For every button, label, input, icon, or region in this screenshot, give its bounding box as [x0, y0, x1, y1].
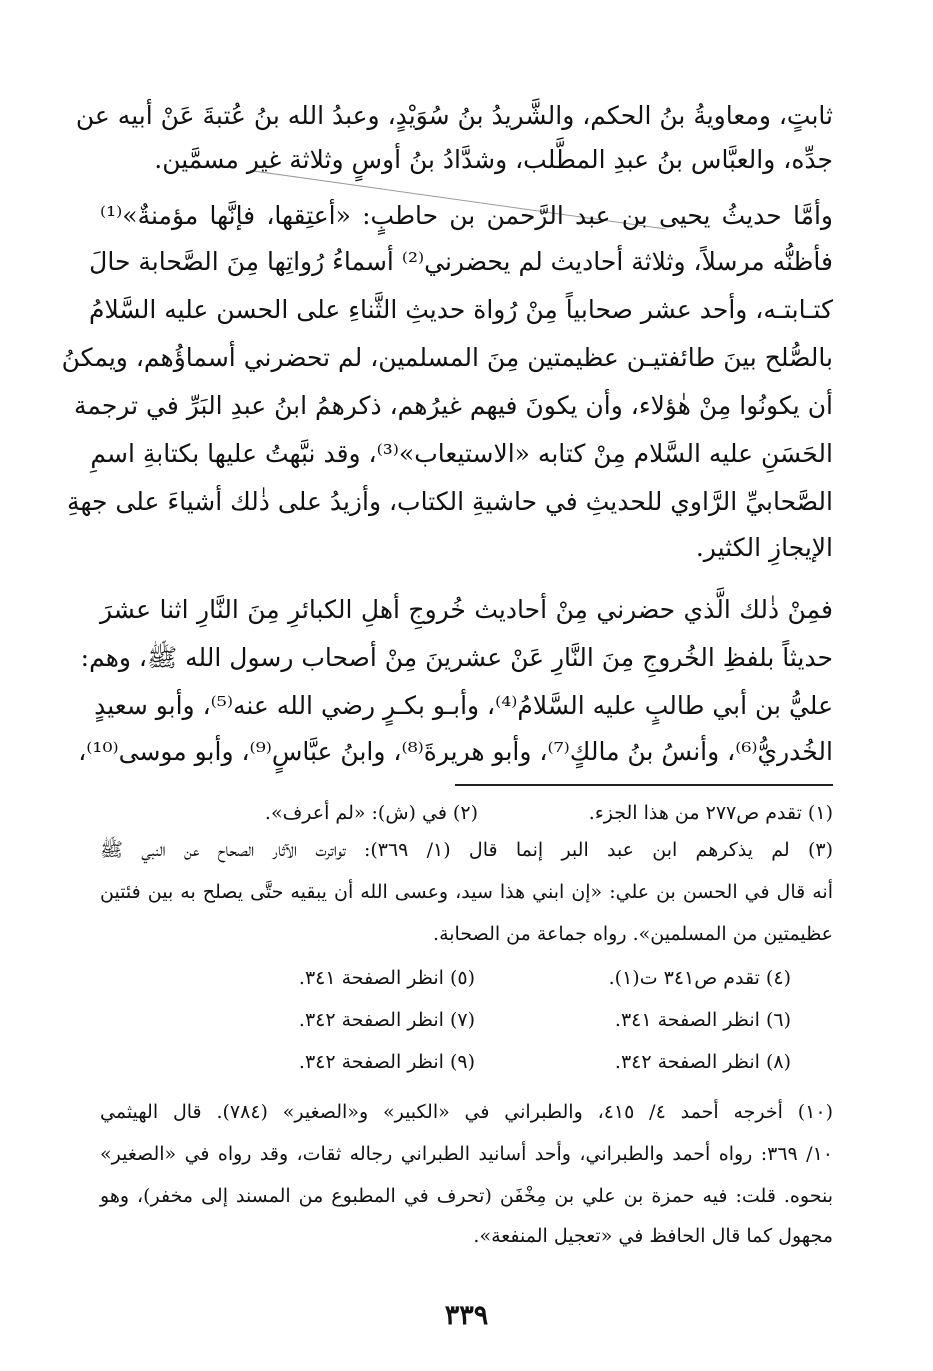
footnote-10-line: (١٠) أخرجه أحمد ٤/ ٤١٥، والطبراني في «الكبير» و«الصغير» (٧٨٤). قال الهيثمي: [100, 1101, 833, 1123]
body-line: فمِنْ ذٰلك الَّذي حضرني مِنْ أحاديث خُروجِ أهلِ الكبائرِ مِنَ النَّارِ اثنا عشرَ: [100, 595, 833, 624]
body-line: الصَّحابيِّ الرَّاوي للحديثِ في حاشيةِ الكتاب، وأزيدُ على ذٰلك أشياءَ على جهةِ: [67, 487, 833, 516]
footnote-2: (٢) في (ش): «لم أعرف».: [264, 802, 478, 824]
body-line: الخُدريُّ⁽⁶⁾، وأنسُ بنُ مالكٍ⁽⁷⁾، وأبو هريرةَ⁽⁸⁾، وابنُ عبَّاسٍ⁽⁹⁾، وأبو موسى⁽¹⁰⁾،: [78, 737, 833, 766]
footnote-4: (٤) تقدم ص٣٤١ ت(١).: [608, 967, 791, 989]
body-line: عليُّ بن أبي طالبٍ عليه السَّلامُ⁽⁴⁾، وأبـو بكـرٍ رضي الله عنه⁽⁵⁾، وأبو سعيدٍ: [94, 691, 833, 720]
body-line: أن يكونُوا مِنْ هٰؤلاء، وأن يكونَ فيهم غيرُهم، ذكرهمُ ابنُ عبدِ البَرِّ في ترجمة: [73, 391, 833, 420]
page-number: ٣٣٩: [444, 1300, 489, 1331]
footnote-10-line: ١٠/ ٣٦٩: رواه أحمد والطبراني، وأحد أسانيد الطبراني رجاله ثقات، وقد رواه في «الصغير»: [100, 1143, 833, 1165]
footnote-3-line: (٣) لم يذكرهم ابن عبد البر إنما قال (١/ ٣٦٩): تواترت الآثار الصحاح عن النبي ﷺ: [100, 839, 833, 861]
footnote-5: (٥) انظر الصفحة ٣٤١.: [298, 967, 475, 989]
body-line: وأمَّا حديثُ يحيى بن عبد الرَّحمن بن حاطبٍ: «أعتِقها، فإنَّها مؤمنةٌ»⁽¹⁾: [100, 201, 833, 230]
body-line: حديثاً بلفظِ الخُروجِ مِنَ النَّارِ عَنْ عشرينَ مِنْ أصحاب رسول الله ﷺ، وهم:: [80, 643, 833, 672]
footnote-7: (٧) انظر الصفحة ٣٤٢.: [298, 1009, 475, 1031]
footnote-3-line: عظيمتين من المسلمين». رواه جماعة من الصحابة.: [433, 923, 833, 945]
footnote-separator: [455, 784, 833, 786]
body-line: جدِّه، والعبَّاس بنُ عبدِ المطَّلب، وشدَّادُ بنُ أوسٍ وثلاثة غير مسمَّين.: [154, 145, 833, 174]
body-line: بالصُّلح بينَ طائفتيـن عظيمتين مِنَ المسلمين، لم تحضرني أسماؤُهم، ويمكنُ: [61, 343, 833, 372]
footnote-10-line: بنحوه. قلت: فيه حمزة بن علي بن مِخْفَن (تحرف في المطبوع من المسند إلى مخفر)، وهو: [100, 1185, 833, 1207]
body-line: كتـابتـه، وأحد عشر صحابياً مِنْ رُواة حديثِ الثَّناءِ على الحسن عليه السَّلامُ: [89, 295, 833, 324]
body-line: الحَسَنِ عليه السَّلام مِنْ كتابه «الاستيعاب»⁽³⁾، وقد نبَّهتُ عليها بكتابةِ اسمِ: [90, 439, 833, 468]
footnote-3-line: أنه قال في الحسن بن علي: «إن ابني هذا سيد، وعسى الله أن يبقيه حتَّى يصلح به بين فئتين: [100, 881, 833, 903]
footnote-8: (٨) انظر الصفحة ٣٤٢.: [614, 1051, 791, 1073]
footnote-9: (٩) انظر الصفحة ٣٤٢.: [298, 1051, 475, 1073]
body-line: فأظنُّه مرسلاً، وثلاثة أحاديث لم يحضرني⁽²⁾ أسماءُ رُواتِها مِنَ الصَّحابة حالَ: [89, 247, 833, 276]
body-line: ثابتٍ، ومعاويةُ بنُ الحكم، والشَّريدُ بنُ سُوَيْدٍ، وعبدُ الله بنُ عُتبةَ عَنْ أبيه عن: [75, 101, 833, 130]
footnote-6: (٦) انظر الصفحة ٣٤١.: [614, 1009, 791, 1031]
footnote-10-line: مجهول كما قال الحافظ في «تعجيل المنفعة».: [473, 1225, 833, 1247]
body-line: الإيجازِ الكثير.: [695, 533, 833, 562]
footnote-1: (١) تقدم ص٢٧٧ من هذا الجزء.: [588, 802, 833, 824]
